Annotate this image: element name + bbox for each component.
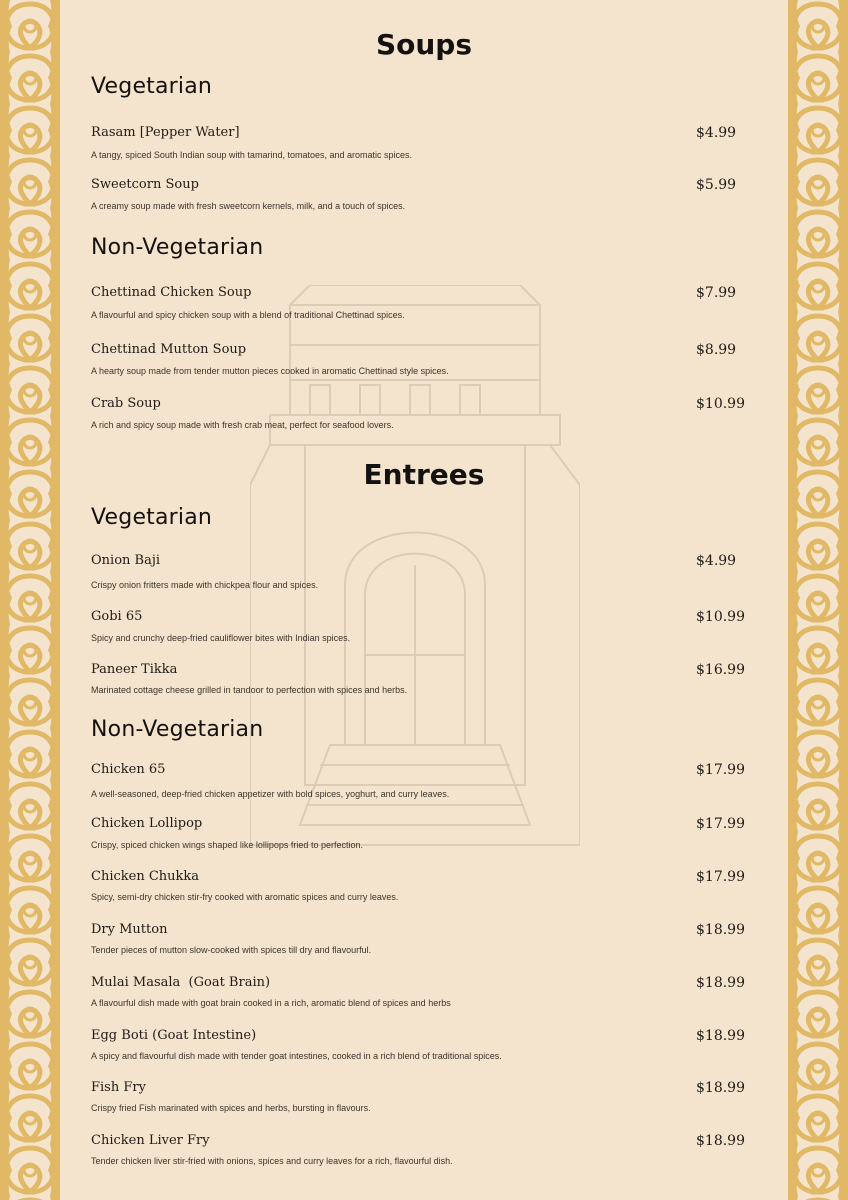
item-price: $16.99 — [696, 662, 745, 678]
menu-item — [91, 553, 751, 597]
menu-item — [91, 975, 751, 1019]
soups-vegetarian-heading: Vegetarian — [91, 74, 213, 99]
item-description: Crispy onion fritters made with chickpea flour and spices. — [91, 580, 319, 590]
menu-item — [91, 1080, 751, 1124]
item-name: Chicken 65 — [91, 762, 166, 777]
item-price: $18.99 — [696, 1133, 745, 1149]
item-name: Chicken Liver Fry — [91, 1133, 210, 1148]
item-description: Tender chicken liver stir-fried with onions, spices and curry leaves for a rich, flavourful dish. — [91, 1156, 453, 1166]
item-price: $4.99 — [696, 553, 737, 569]
item-name: Fish Fry — [91, 1080, 146, 1095]
menu-item — [91, 125, 751, 169]
item-name: Crab Soup — [91, 396, 161, 411]
item-price: $8.99 — [696, 342, 737, 358]
menu-item — [91, 342, 751, 386]
menu-item — [91, 609, 751, 653]
menu-item — [91, 922, 751, 966]
item-description: A spicy and flavourful dish made with tender goat intestines, cooked in a rich blend of traditional spices. — [91, 1051, 502, 1061]
item-name: Sweetcorn Soup — [91, 177, 199, 192]
item-name: Rasam [Pepper Water] — [91, 125, 240, 140]
item-price: $18.99 — [696, 922, 745, 938]
menu-item — [91, 662, 751, 706]
item-price: $7.99 — [696, 285, 737, 301]
item-description: A tangy, spiced South Indian soup with tamarind, tomatoes, and aromatic spices. — [91, 150, 413, 160]
item-description: A flavourful and spicy chicken soup with a blend of traditional Chettinad spices. — [91, 310, 405, 320]
item-name: Chettinad Chicken Soup — [91, 285, 252, 300]
menu-item — [91, 816, 751, 860]
entrees-title: Entrees — [363, 458, 485, 491]
entrees-non-vegetarian-heading: Non-Vegetarian — [91, 717, 264, 742]
item-price: $18.99 — [696, 1028, 745, 1044]
item-description: Tender pieces of mutton slow-cooked with spices till dry and flavourful. — [91, 945, 372, 955]
item-name: Mulai Masala (Goat Brain) — [91, 975, 271, 990]
item-price: $4.99 — [696, 125, 737, 141]
menu-item — [91, 762, 751, 806]
item-name: Gobi 65 — [91, 609, 143, 624]
item-price: $5.99 — [696, 177, 737, 193]
item-description: Marinated cottage cheese grilled in tandoor to perfection with spices and herbs. — [91, 685, 408, 695]
menu-item — [91, 1028, 751, 1072]
item-description: Spicy and crunchy deep-fried cauliflower bites with Indian spices. — [91, 633, 351, 643]
item-price: $10.99 — [696, 609, 745, 625]
item-description: Crispy, spiced chicken wings shaped like lollipops fried to perfection. — [91, 840, 363, 850]
entrees-vegetarian-heading: Vegetarian — [91, 505, 213, 530]
item-name: Chettinad Mutton Soup — [91, 342, 247, 357]
menu-item — [91, 869, 751, 913]
item-description: Spicy, semi-dry chicken stir-fry cooked with aromatic spices and curry leaves. — [91, 892, 399, 902]
item-description: A rich and spicy soup made with fresh crab meat, perfect for seafood lovers. — [91, 420, 394, 430]
item-name: Dry Mutton — [91, 922, 168, 937]
item-price: $18.99 — [696, 1080, 745, 1096]
item-name: Chicken Chukka — [91, 869, 200, 884]
item-description: A well-seasoned, deep-fried chicken appetizer with bold spices, yoghurt, and curry leaves. — [91, 789, 450, 799]
item-description: A flavourful dish made with goat brain cooked in a rich, aromatic blend of spices and herbs — [91, 998, 451, 1008]
item-name: Paneer Tikka — [91, 662, 178, 677]
menu-item — [91, 285, 751, 329]
item-price: $18.99 — [696, 975, 745, 991]
menu-item — [91, 177, 751, 221]
soups-non-vegetarian-heading: Non-Vegetarian — [91, 235, 264, 260]
item-price: $17.99 — [696, 762, 745, 778]
menu-item — [91, 1133, 751, 1177]
item-name: Onion Baji — [91, 553, 161, 568]
soups-title: Soups — [375, 28, 473, 61]
item-description: A creamy soup made with fresh sweetcorn kernels, milk, and a touch of spices. — [91, 201, 406, 211]
item-name: Egg Boti (Goat Intestine) — [91, 1028, 257, 1043]
item-description: Crispy fried Fish marinated with spices and herbs, bursting in flavours. — [91, 1103, 371, 1113]
item-price: $17.99 — [696, 816, 745, 832]
item-price: $17.99 — [696, 869, 745, 885]
item-name: Chicken Lollipop — [91, 816, 203, 831]
item-price: $10.99 — [696, 396, 745, 412]
menu-item — [91, 396, 751, 440]
item-description: A hearty soup made from tender mutton pieces cooked in aromatic Chettinad style spices. — [91, 366, 449, 376]
